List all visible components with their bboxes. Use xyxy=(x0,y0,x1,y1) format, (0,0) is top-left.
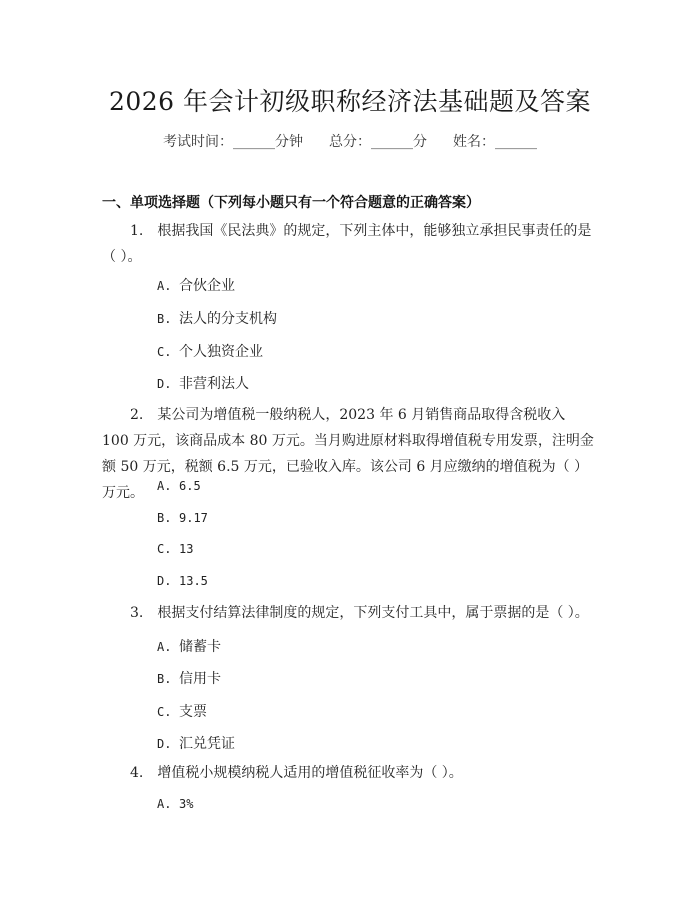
option-text: 个人独资企业 xyxy=(179,344,263,360)
question-3 xyxy=(102,600,594,626)
question-4-option-a xyxy=(157,796,193,812)
option-letter: B. xyxy=(157,312,172,326)
option-text: 信用卡 xyxy=(179,671,221,687)
question-text: 根据支付结算法律制度的规定，下列支付工具中，属于票据的是（ ）。 xyxy=(157,605,589,621)
option-letter: C. xyxy=(157,345,172,359)
question-number: 2. xyxy=(130,407,144,423)
exam-meta xyxy=(0,131,700,151)
option-letter: B. xyxy=(157,672,172,686)
option-letter: A. xyxy=(157,640,172,654)
option-letter: C. xyxy=(157,542,172,556)
option-letter: A. xyxy=(157,479,172,493)
question-1-option-b xyxy=(157,308,277,328)
question-3-option-c xyxy=(157,701,207,721)
total-score-field: 总分：______分 xyxy=(329,134,427,150)
option-letter: C. xyxy=(157,705,172,719)
option-letter: B. xyxy=(157,511,172,525)
question-1-option-a xyxy=(157,275,235,295)
student-name-field: 姓名：______ xyxy=(453,134,537,150)
option-letter: A. xyxy=(157,797,172,811)
option-letter: D. xyxy=(157,737,172,751)
question-1 xyxy=(102,218,594,270)
option-text: 法人的分支机构 xyxy=(179,311,277,327)
option-text: 13 xyxy=(179,542,194,556)
option-text: 6.5 xyxy=(179,479,201,493)
question-2-option-b xyxy=(157,510,208,526)
question-3-option-b xyxy=(157,668,221,688)
question-text: 增值税小规模纳税人适用的增值税征收率为（ ）。 xyxy=(157,765,463,781)
question-text: 根据我国《民法典》的规定，下列主体中，能够独立承担民事责任的是（ ）。 xyxy=(102,223,592,265)
section-heading: 一、单项选择题（下列每小题只有一个符合题意的正确答案） xyxy=(102,195,480,211)
question-text: 某公司为增值税一般纳税人，2023 年 6 月销售商品取得含税收入 100 万元，该商品成本 80 万元。当月购进原材料取得增值税专用发票，注明金额 50 万元，税额 6.5 万元，已验收入库。该公司 6 月应缴纳的增值税为（ ）万元。 xyxy=(102,407,594,501)
question-3-option-d xyxy=(157,733,235,753)
option-letter: A. xyxy=(157,279,172,293)
question-number: 4. xyxy=(130,765,144,781)
question-4 xyxy=(102,760,594,786)
option-text: 汇兑凭证 xyxy=(179,736,235,752)
option-text: 合伙企业 xyxy=(179,278,235,294)
exam-time-field: 考试时间：______分钟 xyxy=(163,134,303,150)
option-text: 13.5 xyxy=(179,574,208,588)
option-text: 支票 xyxy=(179,704,207,720)
question-number: 3. xyxy=(130,605,144,621)
question-2-option-d xyxy=(157,573,208,589)
option-letter: D. xyxy=(157,377,172,391)
question-2-option-c xyxy=(157,541,193,557)
option-letter: D. xyxy=(157,574,172,588)
question-number: 1. xyxy=(130,223,144,239)
question-1-option-c xyxy=(157,341,263,361)
option-text: 3% xyxy=(179,797,194,811)
question-3-option-a xyxy=(157,636,221,656)
question-2-option-a xyxy=(157,478,201,494)
document-title: 2026 年会计初级职称经济法基础题及答案 xyxy=(108,87,592,116)
option-text: 非营利法人 xyxy=(179,376,249,392)
question-1-option-d xyxy=(157,373,249,393)
option-text: 储蓄卡 xyxy=(179,639,221,655)
option-text: 9.17 xyxy=(179,511,208,525)
